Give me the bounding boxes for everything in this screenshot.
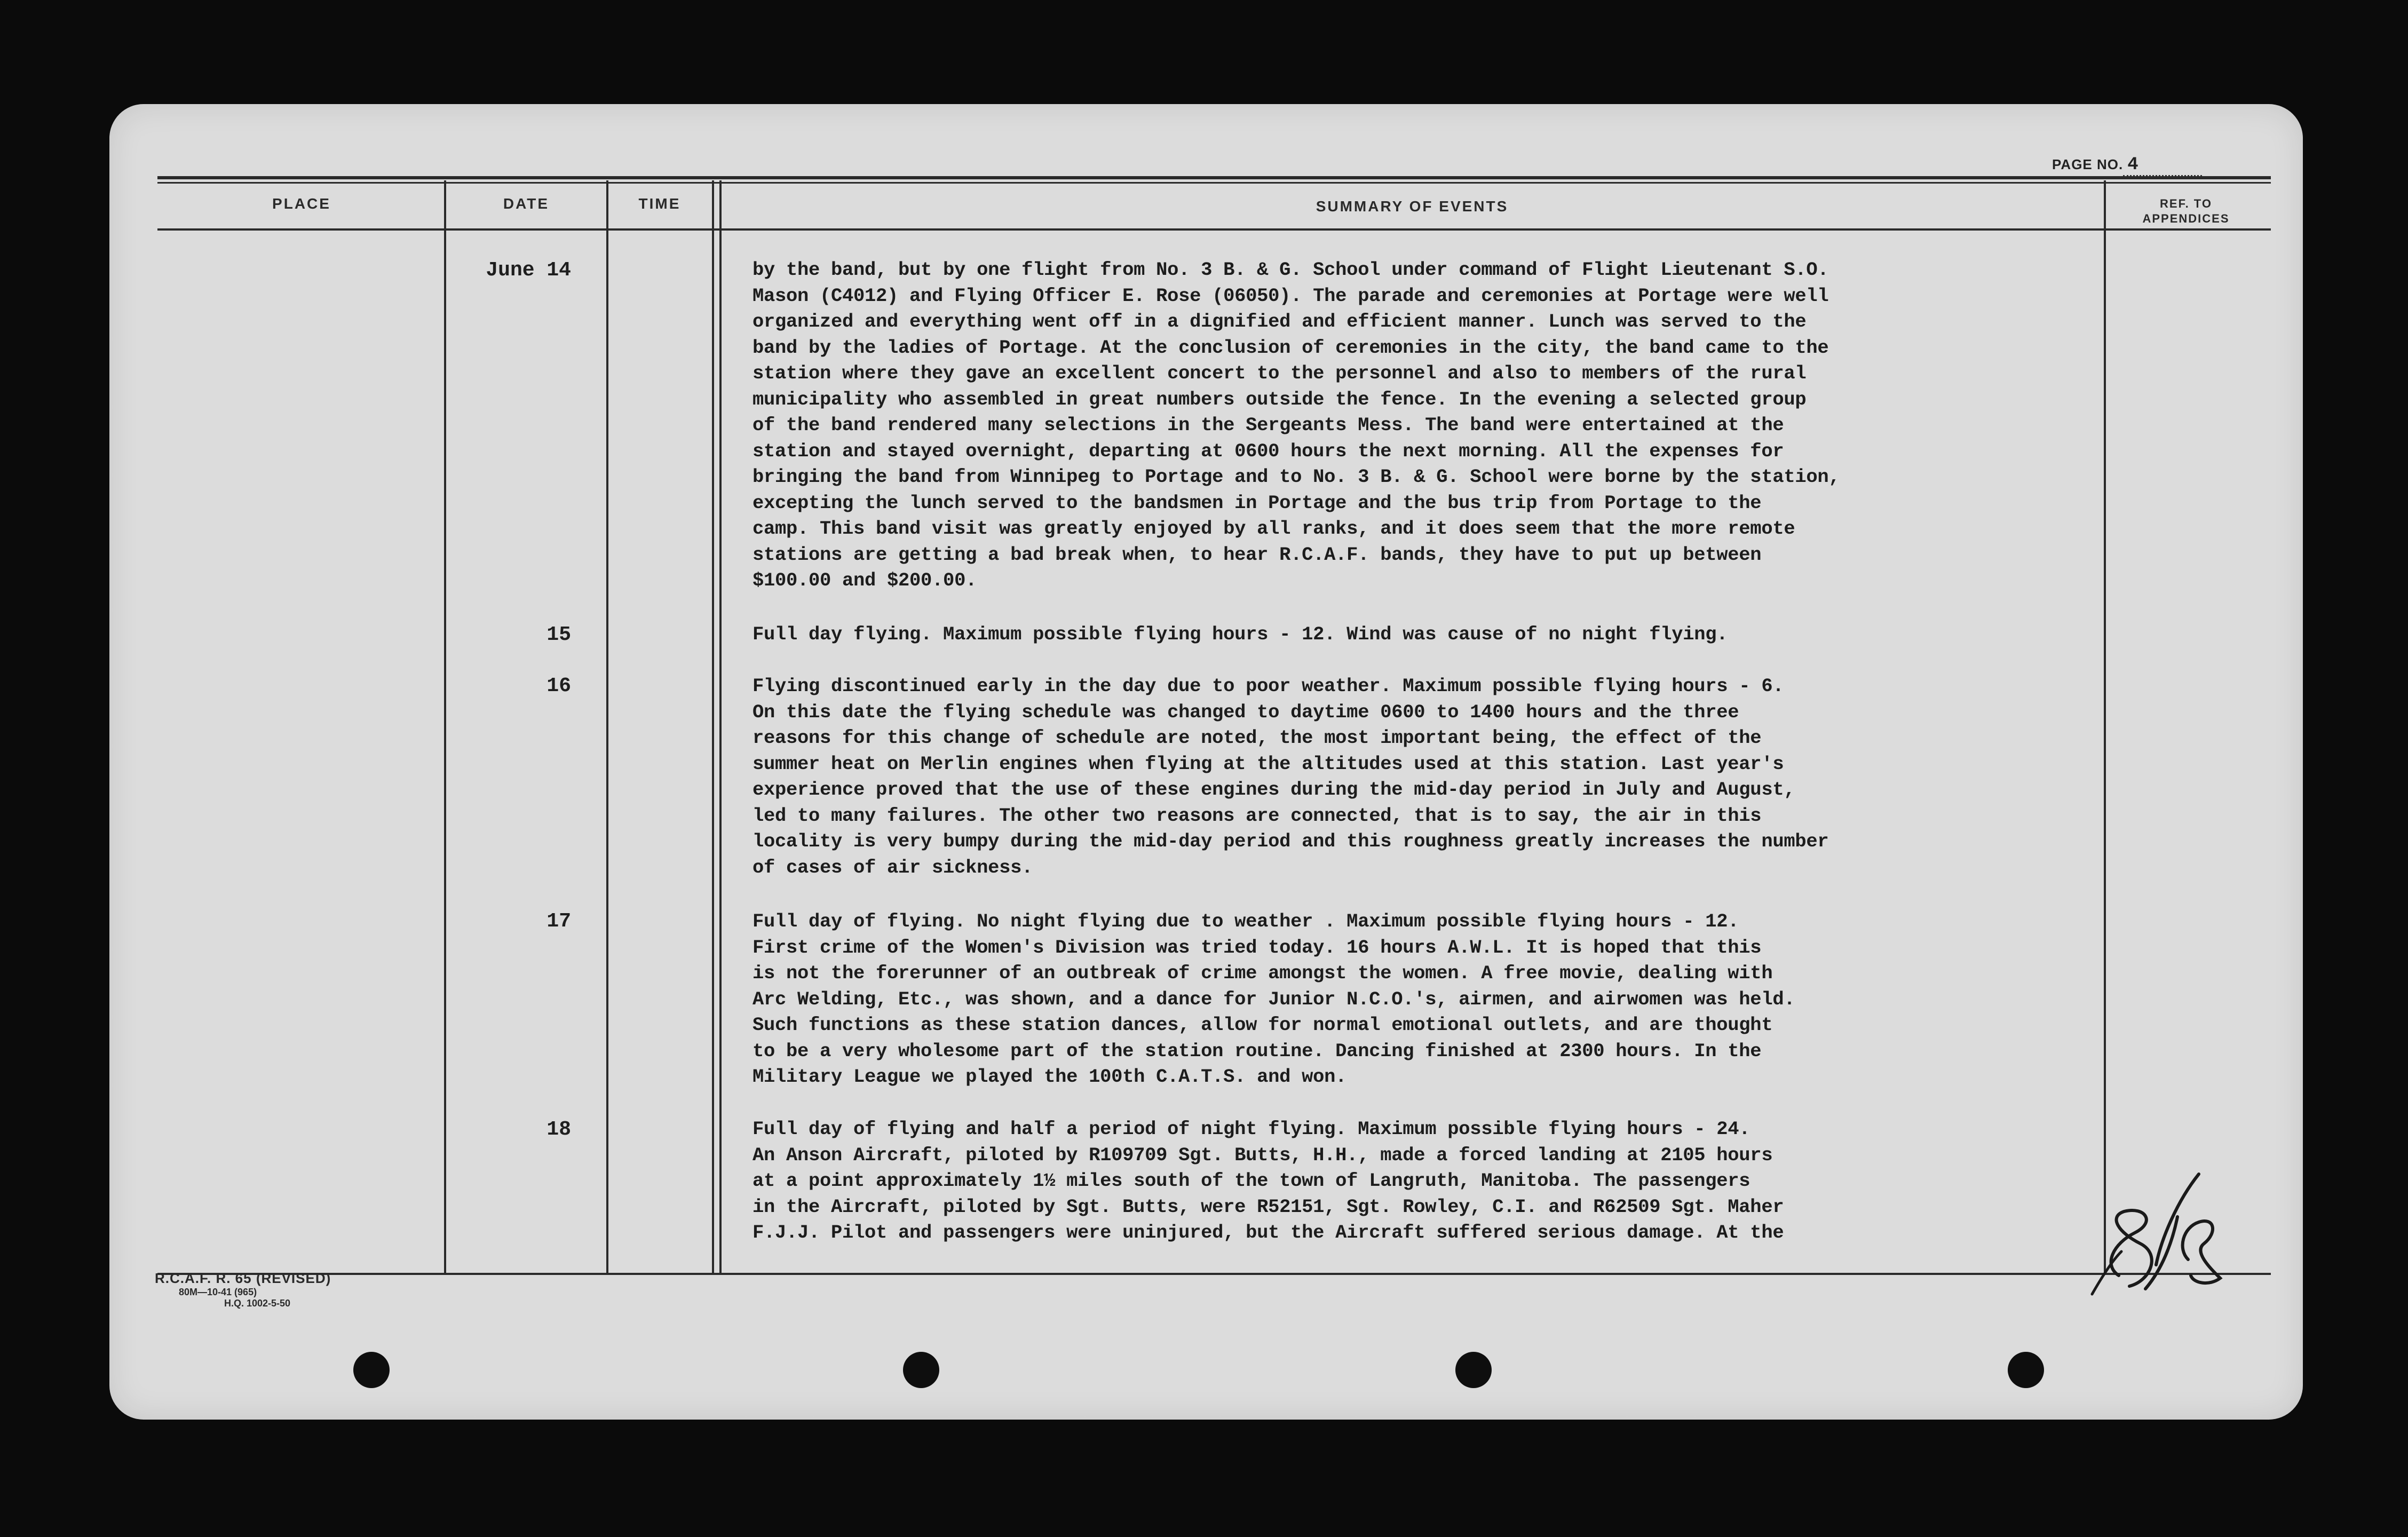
column-divider-place — [444, 180, 446, 1274]
top-rule-thin — [157, 182, 2271, 184]
page-number — [2052, 155, 2202, 177]
entry-date: June 14 — [486, 259, 571, 282]
entry-date: 18 — [546, 1118, 571, 1141]
column-header-ref-line1: REF. TO — [2160, 197, 2212, 210]
form-hq-code: H.Q. 1002-5-50 — [224, 1298, 291, 1309]
form-print-code: 80M—10-41 (965) — [179, 1287, 257, 1297]
column-header-time: TIME — [638, 195, 681, 212]
header-bottom-rule — [157, 228, 2271, 231]
column-divider-time — [712, 180, 714, 1274]
entry-date: 17 — [546, 910, 571, 933]
column-header-place: PLACE — [272, 195, 331, 212]
entry-summary: Flying discontinued early in the day due to poor weather. Maximum possible flying hours - 6. On this date the flying schedule was changed to daytime 0600 to 1400 hours and the three reasons for this change of schedule are noted, the most important being, the effect of the summer heat on Merlin engines when flying at the altitudes used at this station. Last year's experience proved that the use of these engines during the mid-day period in July and August, led to many failures. The other two reasons are connected, that is to say, the air in this locality is very bumpy during the mid-day period and this roughness greatly increases the number of cases of air sickness. — [752, 675, 1829, 878]
column-divider-summary — [719, 180, 722, 1274]
binder-hole — [903, 1352, 939, 1388]
entry-summary: Full day flying. Maximum possible flying hours - 12. Wind was cause of no night flying. — [752, 623, 1728, 645]
column-header-ref-line2: APPENDICES — [2142, 212, 2230, 225]
form-identifier — [155, 1270, 331, 1309]
entry-date: 16 — [546, 675, 571, 698]
top-rule-thick — [157, 176, 2271, 179]
form-number: R.C.A.F. R. 65 (REVISED) — [155, 1270, 331, 1286]
column-divider-date — [606, 180, 608, 1274]
binder-hole — [1455, 1352, 1492, 1388]
entry-summary: by the band, but by one flight from No. 3 B. & G. School under command of Flight Lieutenant S.O. Mason (C4012) and Flying Officer E. Rose (06050). The parade and ceremonies at Portage were well organized and everything went off in a dignified and efficient manner. Lunch was served to the band by the ladies of Portage. At the conclusion of ceremonies in the city, the band came to the station where they gave an excellent concert to the personnel and also to members of the rural municipality who assembled in great numbers outside the fence. In the evening a selected group of the band rendered many selections in the Sergeants Mess. The band were entertained at the station and stayed overnight, departing at 0600 hours the next morning. All the expenses for bringing the band from Winnipeg to Portage and to No. 3 B. & G. School were borne by the station, excepting the lunch served to the bandsmen in Portage and the bus trip from Portage to the camp. This band visit was greatly enjoyed by all ranks, and it does seem that the more remote stations are getting a bad break when, to hear R.C.A.F. bands, they have to put up between $100.00 and $200.00. — [752, 259, 1840, 591]
column-header-date: DATE — [503, 195, 550, 212]
bottom-rule — [157, 1273, 2271, 1275]
entry-date: 15 — [546, 623, 571, 646]
signature-initials — [2081, 1153, 2236, 1297]
entry-summary: Full day of flying and half a period of night flying. Maximum possible flying hours - 24. An Anson Aircraft, piloted by R109709 Sgt. Butts, H.H., made a forced landing at 2105 hours at a point approximately 1½ miles south of the town of Langruth, Manitoba. The passengers in the Aircraft, piloted by Sgt. Butts, were R52151, Sgt. Rowley, C.I. and R62509 Sgt. Maher F.J.J. Pilot and passengers were uninjured, but the Aircraft suffered serious damage. At the — [752, 1118, 1784, 1243]
column-header-ref — [2106, 196, 2266, 226]
entry-summary: Full day of flying. No night flying due to weather . Maximum possible flying hours - 12. First crime of the Women's Division was tried today. 16 hours A.W.L. It is hoped that this is not the forerunner of an outbreak of crime amongst the women. A free movie, dealing with Arc Welding, Etc., was shown, and a dance for Junior N.C.O.'s, airmen, and airwomen was held. Such functions as these station dances, allow for normal emotional outlets, and are thought to be a very wholesome part of the station routine. Dancing finished at 2300 hours. In the Military League we played the 100th C.A.T.S. and won. — [752, 910, 1795, 1088]
binder-hole — [2008, 1352, 2044, 1388]
column-divider-ref — [2104, 180, 2106, 1274]
binder-hole — [353, 1352, 390, 1388]
page-number-label: PAGE NO. — [2052, 156, 2124, 172]
column-header-summary: SUMMARY OF EVENTS — [1316, 198, 1509, 215]
page-number-value: 4 — [2123, 155, 2202, 177]
